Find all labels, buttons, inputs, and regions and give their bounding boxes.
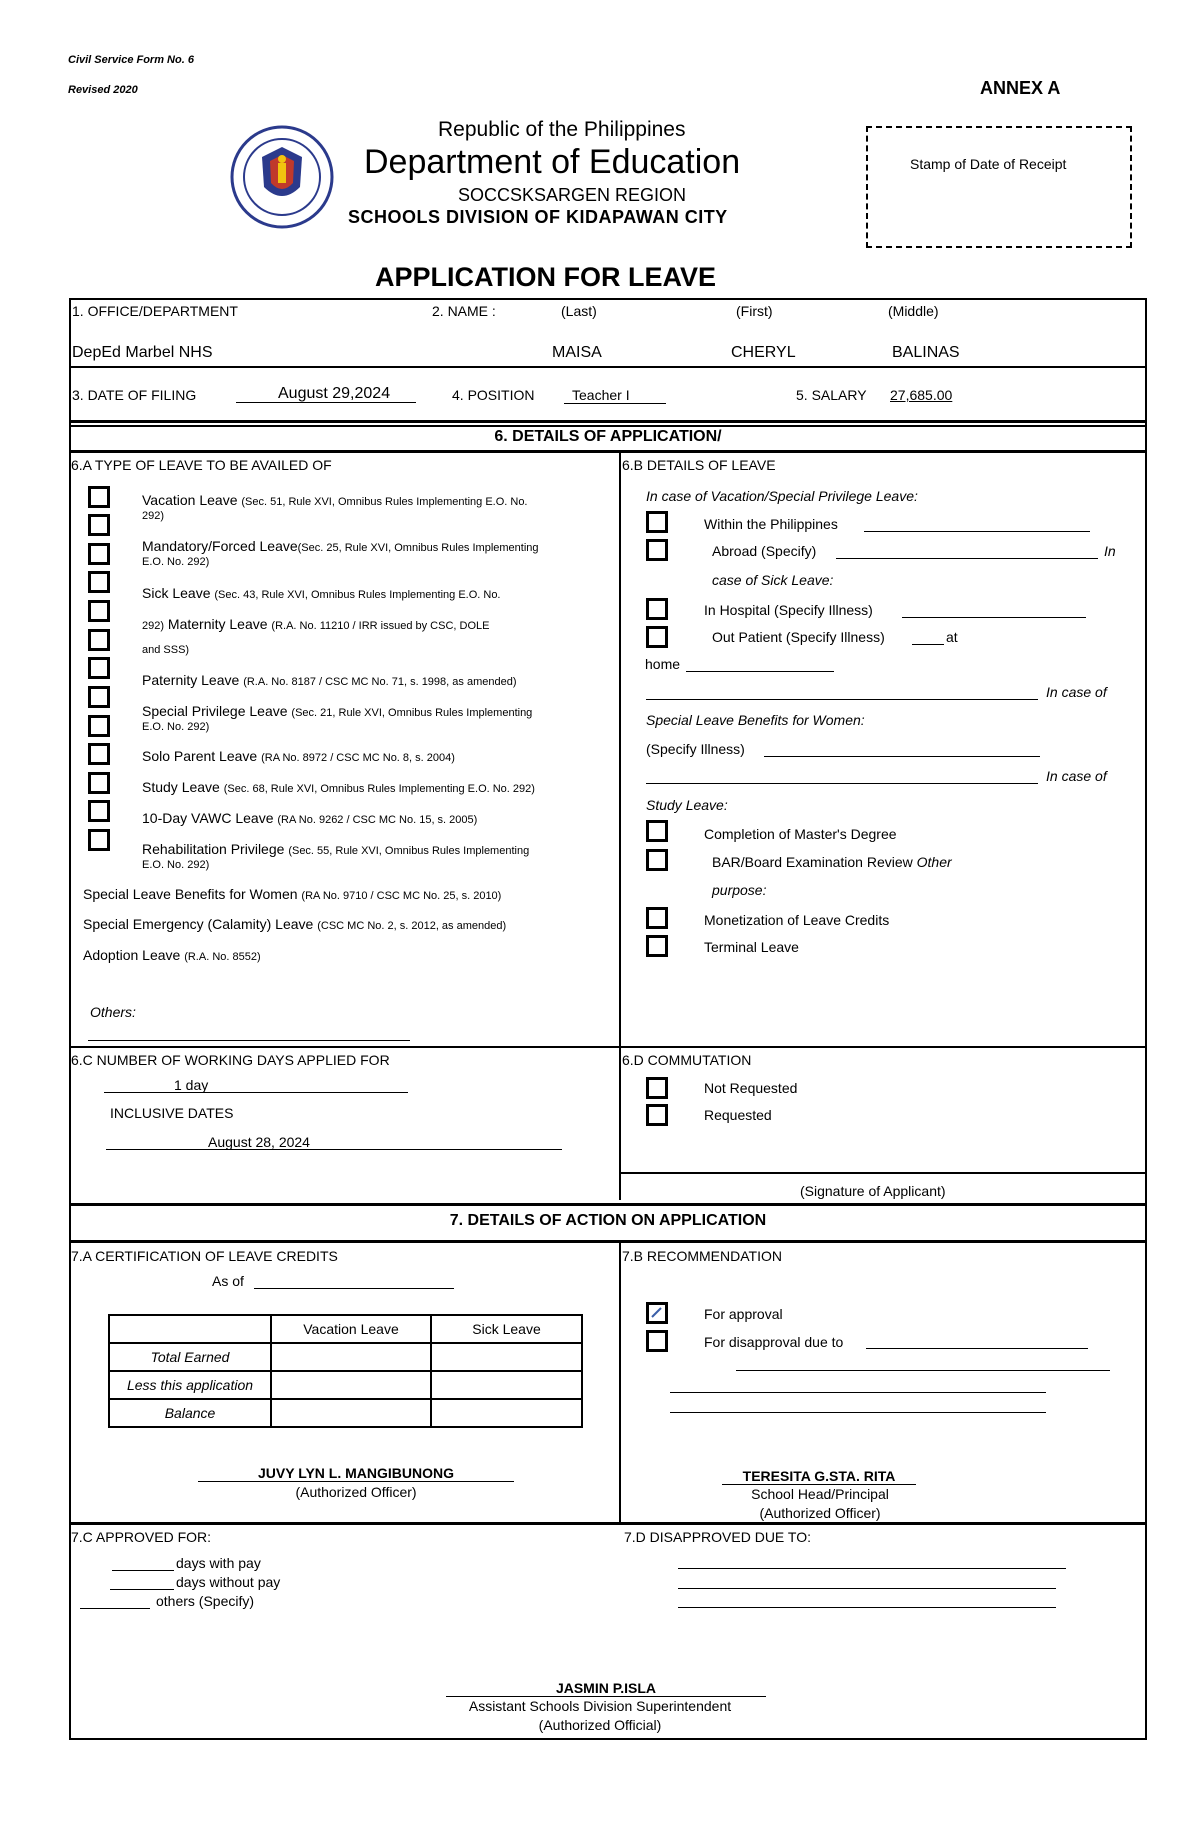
others-specify-field[interactable] [80,1608,150,1609]
department-heading: Department of Education [364,143,741,181]
days-without-pay-field[interactable] [110,1589,174,1590]
first-name-value[interactable]: CHERYL [731,344,796,361]
within-philippines-label: Within the Philippines [704,516,838,532]
disapproved-reason-line[interactable] [678,1588,1056,1589]
row-label: Balance [109,1399,271,1427]
checkbox-vacation-leave[interactable] [88,486,110,508]
sick-cell[interactable] [431,1399,582,1427]
divider [69,366,1147,368]
checkbox-monetization[interactable] [646,907,668,929]
school-head-line [722,1484,916,1485]
region-heading: SOCCSKSARGEN REGION [458,185,687,205]
position-label: 4. POSITION [452,387,535,403]
applicant-signature-label: (Signature of Applicant) [800,1183,946,1199]
checkbox-special-leave-women[interactable] [88,772,110,794]
leave-type-sick: Sick Leave (Sec. 43, Rule XVI, Omnibus Rules Implementing E.O. No. [142,585,501,601]
republic-heading: Republic of the Philippines [438,118,686,141]
divider [69,450,1147,453]
checkbox-for-disapproval[interactable] [646,1330,668,1352]
form-number: Civil Service Form No. 6 [68,54,194,66]
terminal-leave-label: Terminal Leave [704,939,799,955]
in-case-of-study-text: In case of [1046,768,1107,784]
divider [69,1522,1147,1525]
middle-name-label: (Middle) [888,303,939,319]
days-without-pay-label: days without pay [176,1574,281,1590]
section7-title: 7. DETAILS OF ACTION ON APPLICATION [449,1212,767,1229]
checkbox-not-requested[interactable] [646,1077,668,1099]
name-label: 2. NAME : [432,303,496,319]
checkbox-adoption-leave[interactable] [88,829,110,851]
table-row [109,1343,582,1371]
certifying-officer-line [198,1481,514,1482]
division-heading: SCHOOLS DIVISION OF KIDAPAWAN CITY [348,207,728,227]
table-header: Sick Leave [431,1315,582,1343]
date-filing-value[interactable]: August 29,2024 [278,385,391,402]
not-requested-label: Not Requested [704,1080,798,1096]
within-philippines-field[interactable] [864,531,1090,532]
section7a-title: 7.A CERTIFICATION OF LEAVE CREDITS [71,1248,338,1264]
days-with-pay-field[interactable] [112,1570,174,1571]
deped-seal-logo [230,125,334,229]
form-title: APPLICATION FOR LEAVE [375,262,717,292]
out-patient-label: Out Patient (Specify Illness) [712,629,885,645]
table-header: Vacation Leave [271,1315,431,1343]
in-hospital-label: In Hospital (Specify Illness) [704,602,873,618]
position-value[interactable]: Teacher I [572,387,630,403]
at-text: at [946,629,958,645]
inclusive-dates-value[interactable]: August 28, 2024 [208,1134,310,1150]
section7b-title: 7.B RECOMMENDATION [622,1248,782,1264]
for-approval-label: For approval [704,1306,783,1322]
stamp-label: Stamp of Date of Receipt [910,156,1067,172]
authorized-official-role2: (Authorized Official) [538,1717,662,1733]
section6d-title: 6.D COMMUTATION [622,1052,752,1068]
salary-value[interactable]: 27,685.00 [890,387,953,403]
section7c-title: 7.C APPROVED FOR: [71,1529,212,1545]
specify-illness-field[interactable] [764,756,1040,757]
others-field[interactable] [88,1040,410,1041]
school-head-role: School Head/Principal [751,1486,889,1502]
table-row [109,1399,582,1427]
table-row [109,1371,582,1399]
disapproval-reason-field[interactable] [866,1348,1088,1349]
column-divider [619,450,621,1200]
leave-type-mandatory: Mandatory/Forced Leave(Sec. 25, Rule XVI, Omnibus Rules Implementing [142,538,539,554]
inclusive-dates-underline [106,1149,562,1150]
divider [69,1203,1147,1206]
disapproval-reason-line[interactable] [736,1370,1110,1371]
checkbox-solo-parent-leave[interactable] [88,657,110,679]
section6c-title: 6.C NUMBER OF WORKING DAYS APPLIED FOR [71,1052,390,1068]
authorized-official-line [446,1696,766,1697]
table-header [109,1315,271,1343]
leave-type-solo-parent: Solo Parent Leave (RA No. 8972 / CSC MC No. 8, s. 2004) [142,748,455,764]
checkbox-sick-leave[interactable] [88,543,110,565]
specify-illness-label: (Specify Illness) [646,741,745,757]
column-divider [619,1240,621,1522]
leave-type-adoption: Adoption Leave (R.A. No. 8552) [83,947,261,963]
inclusive-dates-label: INCLUSIVE DATES [110,1105,234,1121]
leave-type-paternity: Paternity Leave (R.A. No. 8187 / CSC MC No. 71, s. 1998, as amended) [142,672,517,688]
others-label: Others: [90,1004,136,1020]
checkbox-special-emergency-leave[interactable] [88,800,110,822]
checkbox-requested[interactable] [646,1104,668,1126]
leave-type-maternity: 292) Maternity Leave (R.A. No. 11210 / IRR issued by CSC, DOLE [142,616,490,632]
leave-type-women: Special Leave Benefits for Women (RA No. 9710 / CSC MC No. 25, s. 2010) [83,886,502,902]
certifying-officer-role: (Authorized Officer) [295,1484,417,1500]
checkbox-out-patient[interactable] [646,626,668,648]
checkbox-masters-degree[interactable] [646,820,668,842]
office-label: 1. OFFICE/DEPARTMENT [72,303,238,319]
leave-type-vacation: Vacation Leave (Sec. 51, Rule XVI, Omnibus Rules Implementing E.O. No. [142,492,528,508]
home-text: home [645,656,681,672]
date-filing-underline [236,402,416,403]
bar-review-label: BAR/Board Examination Review Other [712,854,952,870]
form-revised: Revised 2020 [68,84,138,96]
middle-name-value[interactable]: BALINAS [892,344,960,361]
sick-cell[interactable] [431,1343,582,1371]
last-name-value[interactable]: MAISA [552,344,602,361]
as-of-label: As of [212,1273,244,1289]
divider [69,420,1147,423]
divider [69,1240,1147,1243]
leave-type-special-privilege-ref2: E.O. No. 292) [142,721,210,733]
receipt-stamp-box [866,126,1132,248]
vacation-cell[interactable] [271,1343,431,1371]
office-value[interactable]: DepEd Marbel NHS [72,344,213,361]
home-field[interactable] [686,671,834,672]
in-text: In [1104,543,1116,559]
working-days-underline [104,1092,408,1093]
section7d-title: 7.D DISAPPROVED DUE TO: [624,1529,811,1545]
checkbox-terminal-leave[interactable] [646,935,668,957]
checkbox-abroad[interactable] [646,539,668,561]
monetization-label: Monetization of Leave Credits [704,912,890,928]
certifying-officer-name: JUVY LYN L. MANGIBUNONG [257,1465,455,1481]
in-hospital-field[interactable] [902,617,1086,618]
checkbox-maternity-leave[interactable] [88,571,110,593]
women-caption: Special Leave Benefits for Women: [646,712,865,728]
as-of-field[interactable] [254,1288,454,1289]
position-underline [564,403,666,404]
authorized-official-role: Assistant Schools Division Superintendent [468,1698,732,1714]
working-days-value[interactable]: 1 day [174,1077,209,1093]
leave-credits-table [108,1314,583,1428]
other-purpose-caption: purpose: [712,882,767,898]
days-with-pay-label: days with pay [176,1555,261,1571]
sick-cell[interactable] [431,1371,582,1399]
sick-detail-field[interactable] [646,699,1038,700]
leave-type-rehabilitation: Rehabilitation Privilege (Sec. 55, Rule XVI, Omnibus Rules Implementing [142,841,530,857]
checkbox-mandatory-leave[interactable] [88,514,110,536]
row-label: Less this application [109,1371,271,1399]
out-patient-field[interactable] [912,644,944,645]
leave-type-study: Study Leave (Sec. 68, Rule XVI, Omnibus Rules Implementing E.O. No. 292) [142,779,535,795]
abroad-label: Abroad (Specify) [712,543,817,559]
checkbox-for-approval[interactable] [646,1302,668,1324]
others-specify-label: others (Specify) [156,1593,255,1609]
leave-type-vacation-ref2: 292) [142,510,165,522]
annex-label: ANNEX A [980,78,1061,98]
checkbox-within-philippines[interactable] [646,511,668,533]
vacation-cell[interactable] [271,1371,431,1399]
disapproved-reason-line[interactable] [678,1568,1066,1569]
school-head-role2: (Authorized Officer) [759,1505,881,1521]
last-name-label: (Last) [561,303,597,319]
checkbox-special-privilege-leave[interactable] [88,629,110,651]
requested-label: Requested [704,1107,772,1123]
checkbox-vawc-leave[interactable] [88,715,110,737]
row-label: Total Earned [109,1343,271,1371]
in-case-of-women-text: In case of [1046,684,1107,700]
disapproval-reason-line[interactable] [670,1392,1046,1393]
date-filing-label: 3. DATE OF FILING [72,387,197,403]
leave-type-mandatory-ref2: E.O. No. 292) [142,556,210,568]
study-caption: Study Leave: [646,797,728,813]
leave-type-maternity-ref2: and SSS) [142,644,190,656]
leave-type-emergency: Special Emergency (Calamity) Leave (CSC MC No. 2, s. 2012, as amended) [83,916,507,932]
salary-label: 5. SALARY [796,387,867,403]
checkbox-rehabilitation-privilege[interactable] [88,743,110,765]
school-head-name: TERESITA G.STA. RITA [742,1468,896,1484]
section6a-title: 6.A TYPE OF LEAVE TO BE AVAILED OF [71,457,332,473]
masters-degree-label: Completion of Master's Degree [704,826,897,842]
leave-type-vawc: 10-Day VAWC Leave (RA No. 9262 / CSC MC No. 15, s. 2005) [142,810,478,826]
section6b-title: 6.B DETAILS OF LEAVE [622,457,776,473]
leave-type-special-privilege: Special Privilege Leave (Sec. 21, Rule XVI, Omnibus Rules Implementing [142,703,533,719]
divider [69,425,1147,427]
divider [69,1046,1147,1048]
authorized-official-name: JASMIN P.ISLA [555,1680,657,1696]
checkbox-bar-review[interactable] [646,849,668,871]
checkbox-study-leave[interactable] [88,686,110,708]
leave-type-rehabilitation-ref2: E.O. No. 292) [142,859,210,871]
checkbox-paternity-leave[interactable] [88,600,110,622]
checkbox-in-hospital[interactable] [646,598,668,620]
vacation-cell[interactable] [271,1399,431,1427]
first-name-label: (First) [736,303,773,319]
check-mark-icon [649,1305,665,1321]
vacation-caption: In case of Vacation/Special Privilege Leave: [646,488,918,504]
abroad-field[interactable] [836,558,1098,559]
sick-caption: case of Sick Leave: [712,572,834,588]
disapproval-reason-line[interactable] [670,1412,1046,1413]
signature-line [619,1172,1147,1174]
disapproved-reason-line[interactable] [678,1607,1056,1608]
women-detail-field[interactable] [646,783,1038,784]
for-disapproval-label: For disapproval due to [704,1334,844,1350]
section6-title: 6. DETAILS OF APPLICATION/ [494,428,722,445]
